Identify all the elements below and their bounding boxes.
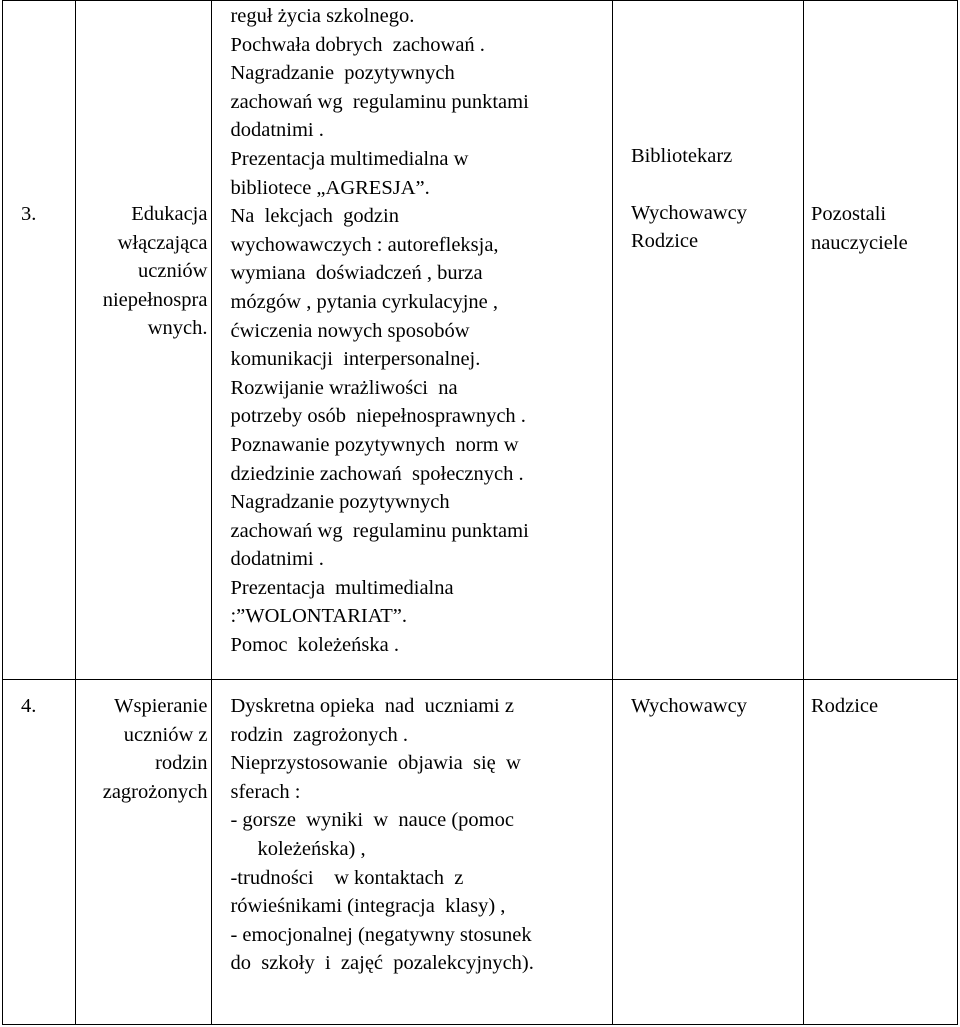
line-gap [631, 171, 803, 199]
activity-line: -trudności w kontaktach z [230, 866, 464, 889]
activity-line: - gorsze wyniki w nauce (pomoc [230, 809, 514, 832]
activity-line: Prezentacja multimedialna w [230, 147, 469, 170]
activity-line: rówieśnikami (integracja klasy) , [230, 895, 506, 918]
activity-line: sferach : [230, 780, 301, 803]
activity-line: dodatnimi . [230, 548, 324, 571]
activity-line: zachowań wg regulaminu punktami [230, 90, 529, 113]
activity-line: wymiana doświadczeń , burza [230, 262, 483, 285]
topic-cell [75, 1, 212, 680]
activity-line: koleżeńska) , [257, 837, 366, 860]
activity-line: rodzin zagrożonych . [230, 723, 409, 746]
cooperating-line: Pozostali [810, 203, 887, 225]
activity-line: komunikacji interpersonalnej. [230, 348, 481, 371]
topic-line: niepełnospra [102, 288, 208, 311]
activity-line: ćwiczenia nowych sposobów [230, 319, 470, 342]
activity-line: potrzeby osób niepełnosprawnych . [230, 405, 526, 428]
activity-line: Nieprzystosowanie objawia się w [230, 752, 521, 775]
activity-line: zachowań wg regulaminu punktami [230, 519, 529, 542]
responsible-cell [612, 680, 803, 1025]
activity-line: dodatnimi . [230, 119, 324, 142]
topic-line: zagrożonych [102, 780, 208, 803]
table-row [3, 680, 958, 1025]
topic-line: włączająca [117, 231, 208, 254]
row-number: 3. [21, 203, 37, 225]
activity-line: dziedzinie zachowań społecznych . [230, 462, 524, 485]
activity-line: Nagradzanie pozytywnych [230, 491, 450, 514]
plan-table [2, 0, 958, 1025]
activity-line: - emocjonalnej (negatywny stosunek [230, 923, 532, 946]
topic-line: wnych. [147, 317, 208, 340]
responsible-line: Rodzice [630, 230, 699, 253]
topic-line: rodzin [155, 752, 208, 775]
activity-line: Na lekcjach godzin [230, 205, 399, 228]
activity-line: mózgów , pytania cyrkulacyjne , [230, 290, 499, 313]
activity-line: :”WOLONTARIAT”. [230, 605, 408, 628]
topic-line: uczniów [138, 260, 208, 283]
responsible-line: Wychowawcy [630, 695, 747, 717]
responsible-cell [612, 1, 803, 680]
responsible-line: Bibliotekarz [630, 145, 733, 167]
topic-cell [75, 680, 212, 1025]
activity-line: Prezentacja multimedialna [230, 576, 454, 599]
row-number-cell [3, 680, 76, 1025]
activities-cell [212, 1, 612, 680]
row-number-cell [3, 1, 76, 680]
table-row [3, 1, 958, 680]
cooperating-line: Rodzice [810, 695, 879, 717]
activity-line: wychowawczych : autorefleksja, [230, 233, 499, 256]
responsible-line: Wychowawcy [630, 201, 747, 224]
activity-line: bibliotece „AGRESJA”. [230, 176, 430, 199]
topic-line: Wspieranie [114, 695, 208, 717]
activity-line: reguł życia szkolnego. [230, 5, 415, 27]
topic-line: Edukacja [131, 203, 208, 225]
row-number: 4. [21, 695, 37, 717]
cooperating-line: nauczyciele [810, 231, 908, 254]
activity-line: Pochwała dobrych zachowań . [230, 33, 485, 56]
activity-line: Poznawanie pozytywnych norm w [230, 433, 519, 456]
activity-line: Rozwijanie wrażliwości na [230, 376, 458, 399]
activity-line: Dyskretna opieka nad uczniami z [230, 695, 514, 717]
activity-line: Nagradzanie pozytywnych [230, 62, 455, 85]
activity-line: Pomoc koleżeńska . [230, 634, 399, 657]
activity-line: do szkoły i zajęć pozalekcyjnych). [230, 952, 534, 975]
cooperating-cell [803, 680, 957, 1025]
cooperating-cell [803, 1, 957, 680]
activities-cell [212, 680, 612, 1025]
topic-line: uczniów z [123, 723, 208, 746]
